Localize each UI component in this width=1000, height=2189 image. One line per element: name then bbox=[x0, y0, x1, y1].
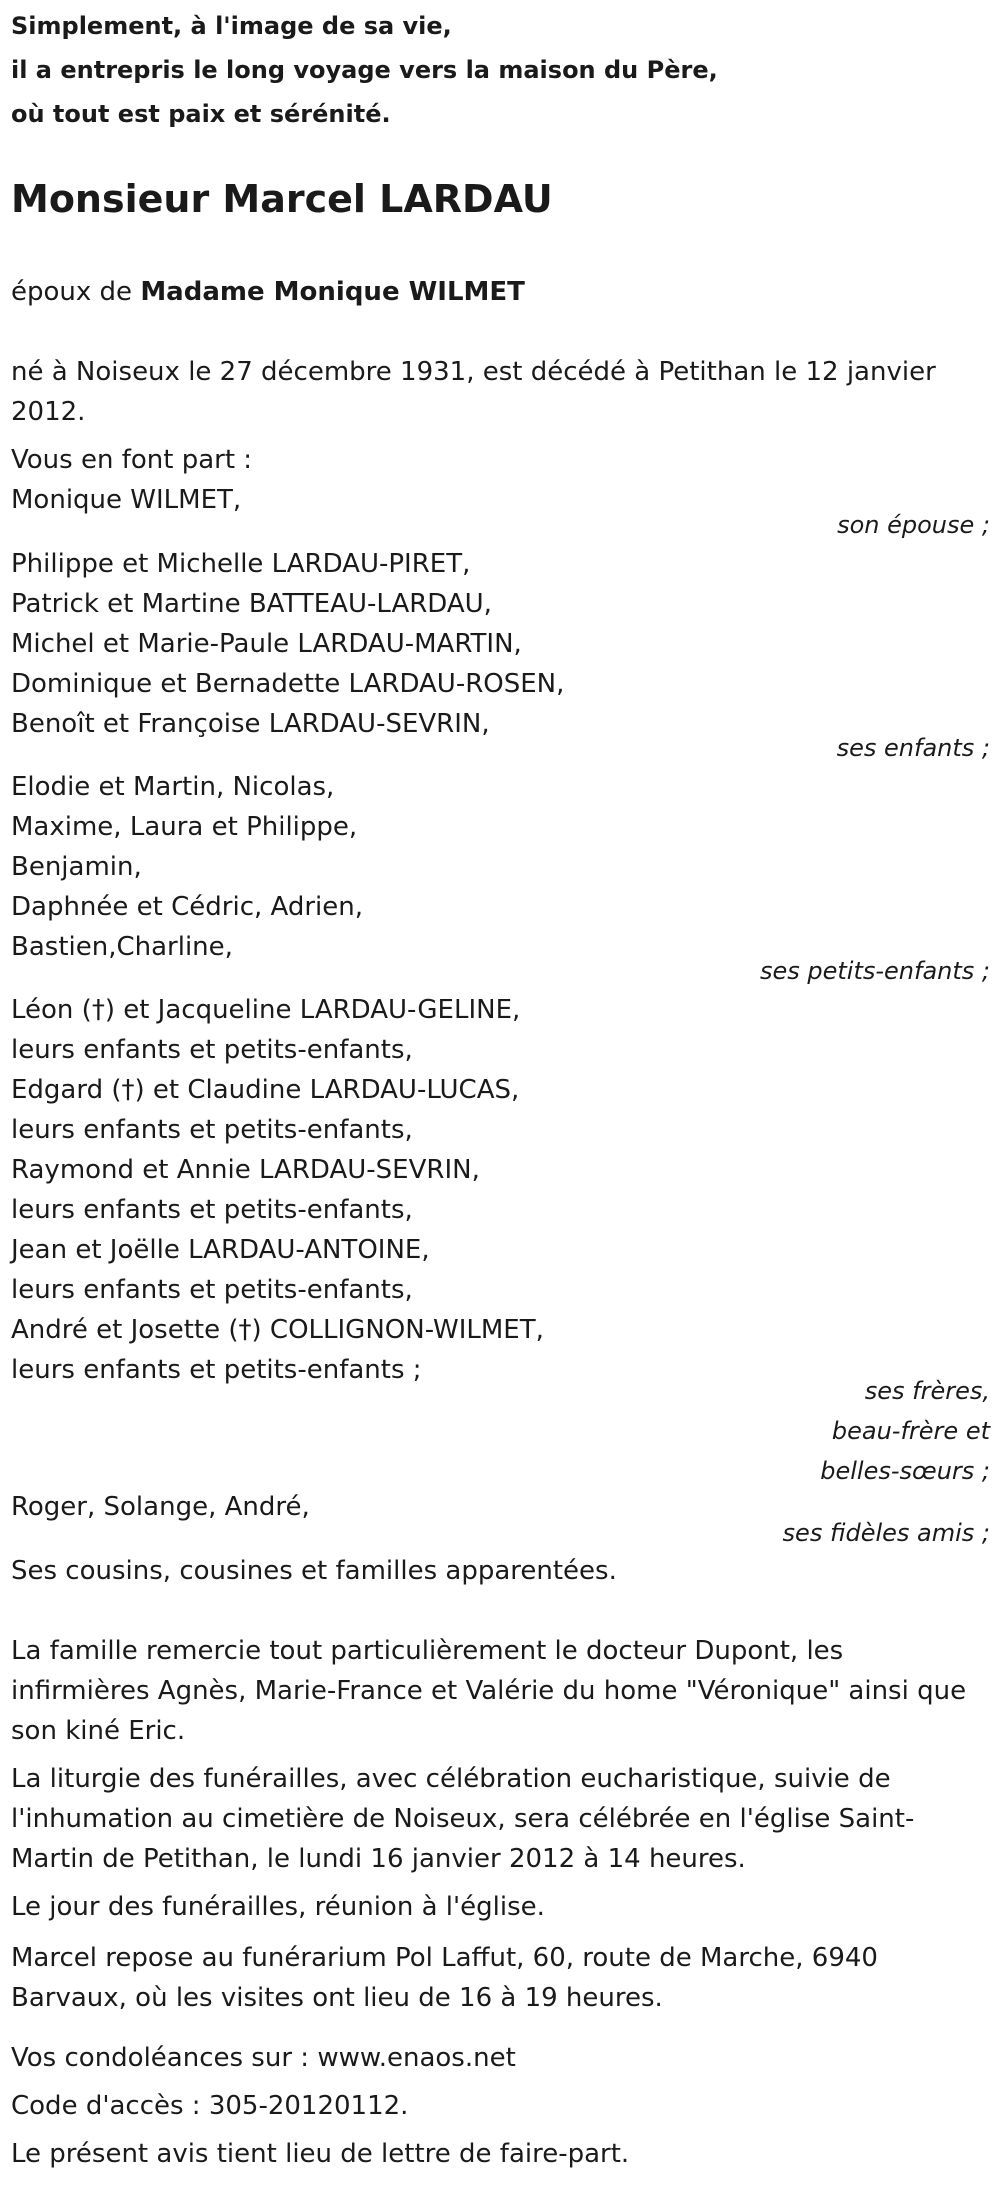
intro-line: il a entrepris le long voyage vers la maison du Père, bbox=[11, 56, 718, 84]
paragraph-line: La famille remercie tout particulièrement le docteur Dupont, les bbox=[11, 1636, 844, 1666]
announce-block bbox=[11, 440, 252, 520]
family-name-line: leurs enfants et petits-enfants, bbox=[11, 1195, 413, 1225]
liturgy-paragraph bbox=[11, 1759, 914, 1879]
role-spouse: son épouse ; bbox=[837, 511, 990, 539]
role-line: beau-frère et bbox=[831, 1417, 990, 1445]
family-name-line: Daphnée et Cédric, Adrien, bbox=[11, 892, 364, 922]
family-name-line: Edgard (†) et Claudine LARDAU-LUCAS, bbox=[11, 1075, 520, 1105]
paragraph-line: Barvaux, où les visites ont lieu de 16 à 19 heures. bbox=[11, 1983, 663, 2013]
birth-death-text bbox=[11, 352, 936, 432]
family-name-line: André et Josette (†) COLLIGNON-WILMET, bbox=[11, 1315, 544, 1345]
friends-list bbox=[11, 1487, 310, 1527]
spouse-line bbox=[11, 272, 525, 312]
deceased-name: Monsieur Marcel LARDAU bbox=[11, 177, 553, 221]
closing-text: Le présent avis tient lieu de lettre de faire-part. bbox=[11, 2139, 630, 2169]
family-name-line: Benjamin, bbox=[11, 852, 142, 882]
paragraph-line: l'inhumation au cimetière de Noiseux, sera célébrée en l'église Saint- bbox=[11, 1804, 915, 1834]
access-code-text: Code d'accès : 305-20120112. bbox=[11, 2091, 409, 2121]
paragraph-line: infirmières Agnès, Marie-France et Valérie du home "Véronique" ainsi que bbox=[11, 1676, 967, 1706]
spouse-prefix: époux de bbox=[11, 277, 141, 307]
paragraph-line: Marcel repose au funérarium Pol Laffut, 60, route de Marche, 6940 bbox=[11, 1943, 878, 1973]
family-name-line: Raymond et Annie LARDAU-SEVRIN, bbox=[11, 1155, 480, 1185]
paragraph-line: Martin de Petithan, le lundi 16 janvier 2012 à 14 heures. bbox=[11, 1844, 746, 1874]
intro-line: où tout est paix et sérénité. bbox=[11, 100, 391, 128]
family-name-line: Michel et Marie-Paule LARDAU-MARTIN, bbox=[11, 629, 522, 659]
birth-death-line: né à Noiseux le 27 décembre 1931, est décédé à Petithan le 12 janvier bbox=[11, 357, 936, 387]
paragraph-line: son kiné Eric. bbox=[11, 1716, 186, 1746]
siblings-list bbox=[11, 990, 544, 1390]
family-name-line: Philippe et Michelle LARDAU-PIRET, bbox=[11, 549, 471, 579]
family-name-line: Maxime, Laura et Philippe, bbox=[11, 812, 358, 842]
family-name-line: leurs enfants et petits-enfants, bbox=[11, 1035, 413, 1065]
cousins-text: Ses cousins, cousines et familles apparentées. bbox=[11, 1556, 617, 1586]
birth-death-line: 2012. bbox=[11, 397, 86, 427]
repose-paragraph bbox=[11, 1938, 878, 2018]
role-line: belles-sœurs ; bbox=[820, 1457, 990, 1485]
role-siblings bbox=[820, 1371, 990, 1491]
paragraph-line: La liturgie des funérailles, avec célébration eucharistique, suivie de bbox=[11, 1764, 891, 1794]
family-name-line: leurs enfants et petits-enfants ; bbox=[11, 1355, 422, 1385]
intro-line: Simplement, à l'image de sa vie, bbox=[11, 12, 452, 40]
role-friends: ses fidèles amis ; bbox=[782, 1519, 990, 1547]
reunion-text: Le jour des funérailles, réunion à l'église. bbox=[11, 1892, 545, 1922]
family-name-line: Jean et Joëlle LARDAU-ANTOINE, bbox=[11, 1235, 430, 1265]
family-name-line: Bastien,Charline, bbox=[11, 932, 233, 962]
family-name-line: Benoît et Françoise LARDAU-SEVRIN, bbox=[11, 709, 490, 739]
family-name-line: Monique WILMET, bbox=[11, 485, 242, 515]
spouse-name: Madame Monique WILMET bbox=[140, 277, 525, 307]
family-name-line: leurs enfants et petits-enfants, bbox=[11, 1115, 413, 1145]
role-line: ses frères, bbox=[864, 1377, 990, 1405]
grandchildren-list bbox=[11, 767, 363, 967]
family-name-line: Roger, Solange, André, bbox=[11, 1492, 310, 1522]
family-name-line: Elodie et Martin, Nicolas, bbox=[11, 772, 335, 802]
family-name-line: Patrick et Martine BATTEAU-LARDAU, bbox=[11, 589, 492, 619]
thanks-paragraph bbox=[11, 1631, 966, 1751]
role-children: ses enfants ; bbox=[836, 734, 990, 762]
family-name-line: Dominique et Bernadette LARDAU-ROSEN, bbox=[11, 669, 565, 699]
children-list bbox=[11, 544, 564, 744]
intro-quote bbox=[11, 4, 718, 136]
role-grandchildren: ses petits-enfants ; bbox=[759, 957, 990, 985]
family-name-line: Léon (†) et Jacqueline LARDAU-GELINE, bbox=[11, 995, 521, 1025]
family-name-line: leurs enfants et petits-enfants, bbox=[11, 1275, 413, 1305]
condolences-text: Vos condoléances sur : www.enaos.net bbox=[11, 2043, 516, 2073]
announce-text: Vous en font part : bbox=[11, 445, 253, 475]
